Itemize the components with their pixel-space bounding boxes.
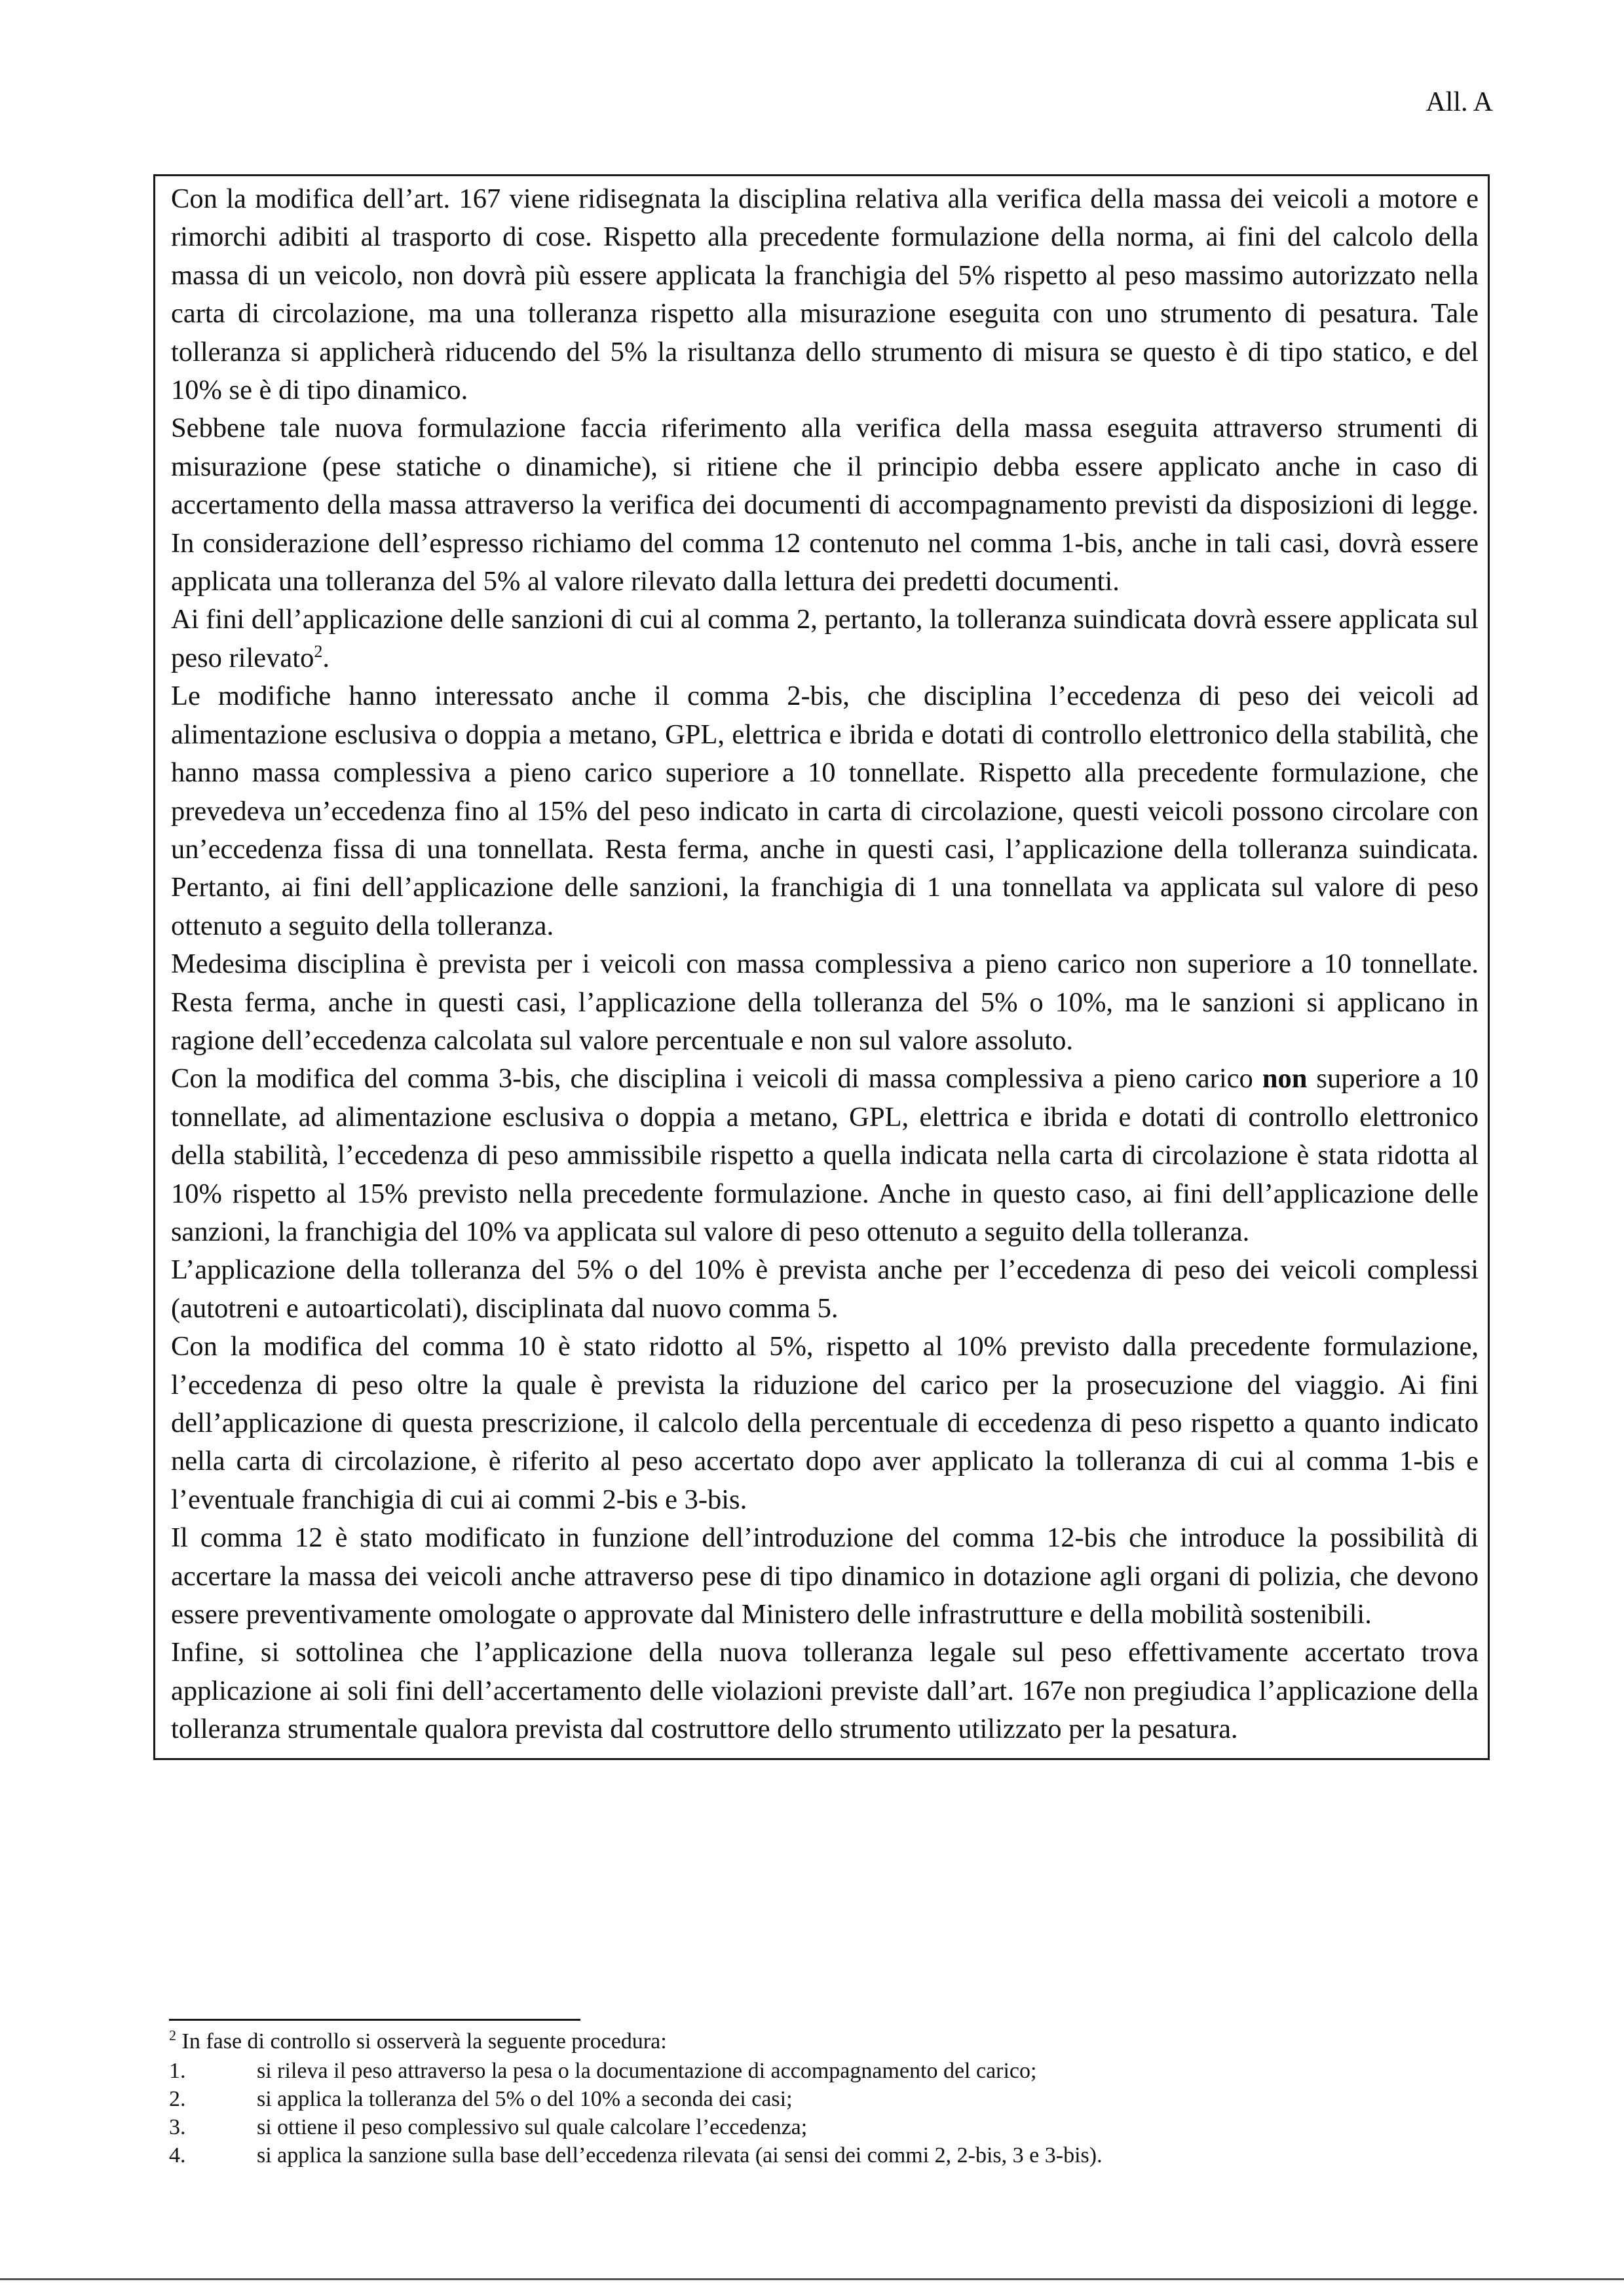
list-item-text: si ottiene il peso complessivo sul quale calcolare l’eccedenza;	[257, 2115, 808, 2139]
list-item-number: 2.	[169, 2087, 186, 2111]
paragraph-sanctions-end: .	[322, 642, 330, 673]
footnote-procedure-list	[169, 2057, 1440, 2169]
list-item	[169, 2141, 1440, 2169]
footnote-intro	[169, 2027, 1440, 2057]
list-item-text: si applica la sanzione sulla base dell’eccedenza rilevata (ai sensi dei commi 2, 2-bis, 3 e 3-bis).	[257, 2143, 1103, 2168]
footnote-reference[interactable]: 2	[314, 641, 323, 661]
paragraph-comma-3-bis	[171, 1060, 1479, 1251]
paragraph-comma-12: Il comma 12 è stato modificato in funzione dell’introduzione del comma 12-bis che introduce la possibilità di accertare la massa dei veicoli anche attraverso pese di tipo dinamico in dotazione agli organi di polizia, che devono essere preventivamente omologate o approvate dal Ministero delle infrastrutture e della mobilità sostenibili.	[171, 1522, 1479, 1630]
list-item	[169, 2085, 1440, 2113]
paragraph-art-167-intro: Con la modifica dell’art. 167 viene ridisegnata la disciplina relativa alla verifica della massa dei veicoli a motore e rimorchi adibiti al trasporto di cose. Rispetto alla precedente formulazione della norma, ai fini del calcolo della massa di un veicolo, non dovrà più essere applicata la franchigia del 5% rispetto al peso massimo autorizzato nella carta di circolazione, ma una tolleranza rispetto alla misurazione eseguita con uno strumento di pesatura. Tale tolleranza si applicherà riducendo del 5% la risultanza dello strumento di misura se questo è di tipo statico, e del 10% se è di tipo dinamico.	[171, 183, 1479, 406]
paragraph-sanctions-comma-2	[171, 601, 1479, 677]
footnote-separator	[169, 2019, 580, 2021]
paragraph-comma-10: Con la modifica del comma 10 è stato ridotto al 5%, rispetto al 10% previsto dalla precedente formulazione, l’eccedenza di peso oltre la quale è prevista la riduzione del carico per la prosecuzione del viaggio. Ai fini dell’applicazione di questa prescrizione, il calcolo della percentuale di eccedenza di peso rispetto a quanto indicato nella carta di circolazione, è riferito al peso accertato dopo aver applicato la tolleranza di cui al comma 1-bis e l’eventuale franchigia di cui ai commi 2-bis e 3-bis.	[171, 1331, 1479, 1515]
footnote-section	[169, 2027, 1440, 2169]
list-item	[169, 2057, 1440, 2085]
list-item-number: 3.	[169, 2115, 186, 2139]
paragraph-comma-5: L’applicazione della tolleranza del 5% o del 10% è prevista anche per l’eccedenza di peso dei veicoli complessi (autotreni e autoarticolati), disciplinata dal nuovo comma 5.	[171, 1254, 1479, 1324]
list-item	[169, 2113, 1440, 2141]
footnote-intro-text: In fase di controllo si osserverà la seguente procedura:	[181, 2029, 667, 2054]
paragraph-document-verification: Sebbene tale nuova formulazione faccia riferimento alla verifica della massa eseguita attraverso strumenti di misurazione (pese statiche o dinamiche), si ritiene che il principio debba essere applicato anche in caso di accertamento della massa attraverso la verifica dei documenti di accompagnamento previsti da disposizioni di legge. In considerazione dell’espresso richiamo del comma 12 contenuto nel comma 1-bis, anche in tali casi, dovrà essere applicata una tolleranza del 5% al valore rilevato dalla lettura dei predetti documenti.	[171, 413, 1479, 597]
footnote-marker: 2	[169, 2027, 176, 2044]
paragraph-comma-3-bis-start: Con la modifica del comma 3-bis, che disciplina i veicoli di massa complessiva a pieno carico	[171, 1063, 1253, 1095]
bold-non: non	[1262, 1063, 1308, 1095]
page-bottom-edge	[0, 2278, 1624, 2280]
paragraph-conclusion: Infine, si sottolinea che l’applicazione della nuova tolleranza legale sul peso effettivamente accertato trova applicazione ai soli fini dell’accertamento delle violazioni previste dall’art. 167e non pregiudica l’applicazione della tolleranza strumentale qualora prevista dal costruttore dello strumento utilizzato per la pesatura.	[171, 1637, 1479, 1745]
list-item-number: 4.	[169, 2143, 186, 2168]
paragraph-comma-2-bis: Le modifiche hanno interessato anche il comma 2-bis, che disciplina l’eccedenza di peso dei veicoli ad alimentazione esclusiva o doppia a metano, GPL, elettrica e ibrida e dotati di controllo elettronico della stabilità, che hanno massa complessiva a pieno carico superiore a 10 tonnellate. Rispetto alla precedente formulazione, che prevedeva un’eccedenza fino al 15% del peso indicato in carta di circolazione, questi veicoli possono circolare con un’eccedenza fissa di una tonnellata. Resta ferma, anche in questi casi, l’applicazione della tolleranza suindicata. Pertanto, ai fini dell’applicazione delle sanzioni, la franchigia di 1 una tonnellata va applicata sul valore di peso ottenuto a seguito della tolleranza.	[171, 681, 1479, 941]
list-item-text: si rileva il peso attraverso la pesa o la documentazione di accompagnamento del carico;	[257, 2059, 1037, 2083]
list-item-text: si applica la tolleranza del 5% o del 10% a seconda dei casi;	[257, 2087, 793, 2111]
main-text-box	[153, 174, 1490, 1760]
attachment-label: All. A	[1426, 87, 1493, 117]
paragraph-under-10-tonnes: Medesima disciplina è prevista per i veicoli con massa complessiva a pieno carico non superiore a 10 tonnellate. Resta ferma, anche in questi casi, l’applicazione della tolleranza del 5% o 10%, ma le sanzioni si applicano in ragione dell’eccedenza calcolata sul valore percentuale e non sul valore assoluto.	[171, 948, 1479, 1056]
paragraph-comma-3-bis-rest: superiore a 10 tonnellate, ad alimentazione esclusiva o doppia a metano, GPL, elettrica e ibrida e dotati di controllo elettronico della stabilità, l’eccedenza di peso ammissibile rispetto a quella indicata nella carta di circolazione è stata ridotta al 10% rispetto al 15% previsto nella precedente formulazione. Anche in questo caso, ai fini dell’applicazione delle sanzioni, la franchigia del 10% va applicata sul valore di peso ottenuto a seguito della tolleranza.	[171, 1063, 1479, 1247]
paragraph-sanctions-text: Ai fini dell’applicazione delle sanzioni di cui al comma 2, pertanto, la tolleranza suindicata dovrà essere applicata sul peso rilevato	[171, 604, 1479, 673]
list-item-number: 1.	[169, 2059, 186, 2083]
